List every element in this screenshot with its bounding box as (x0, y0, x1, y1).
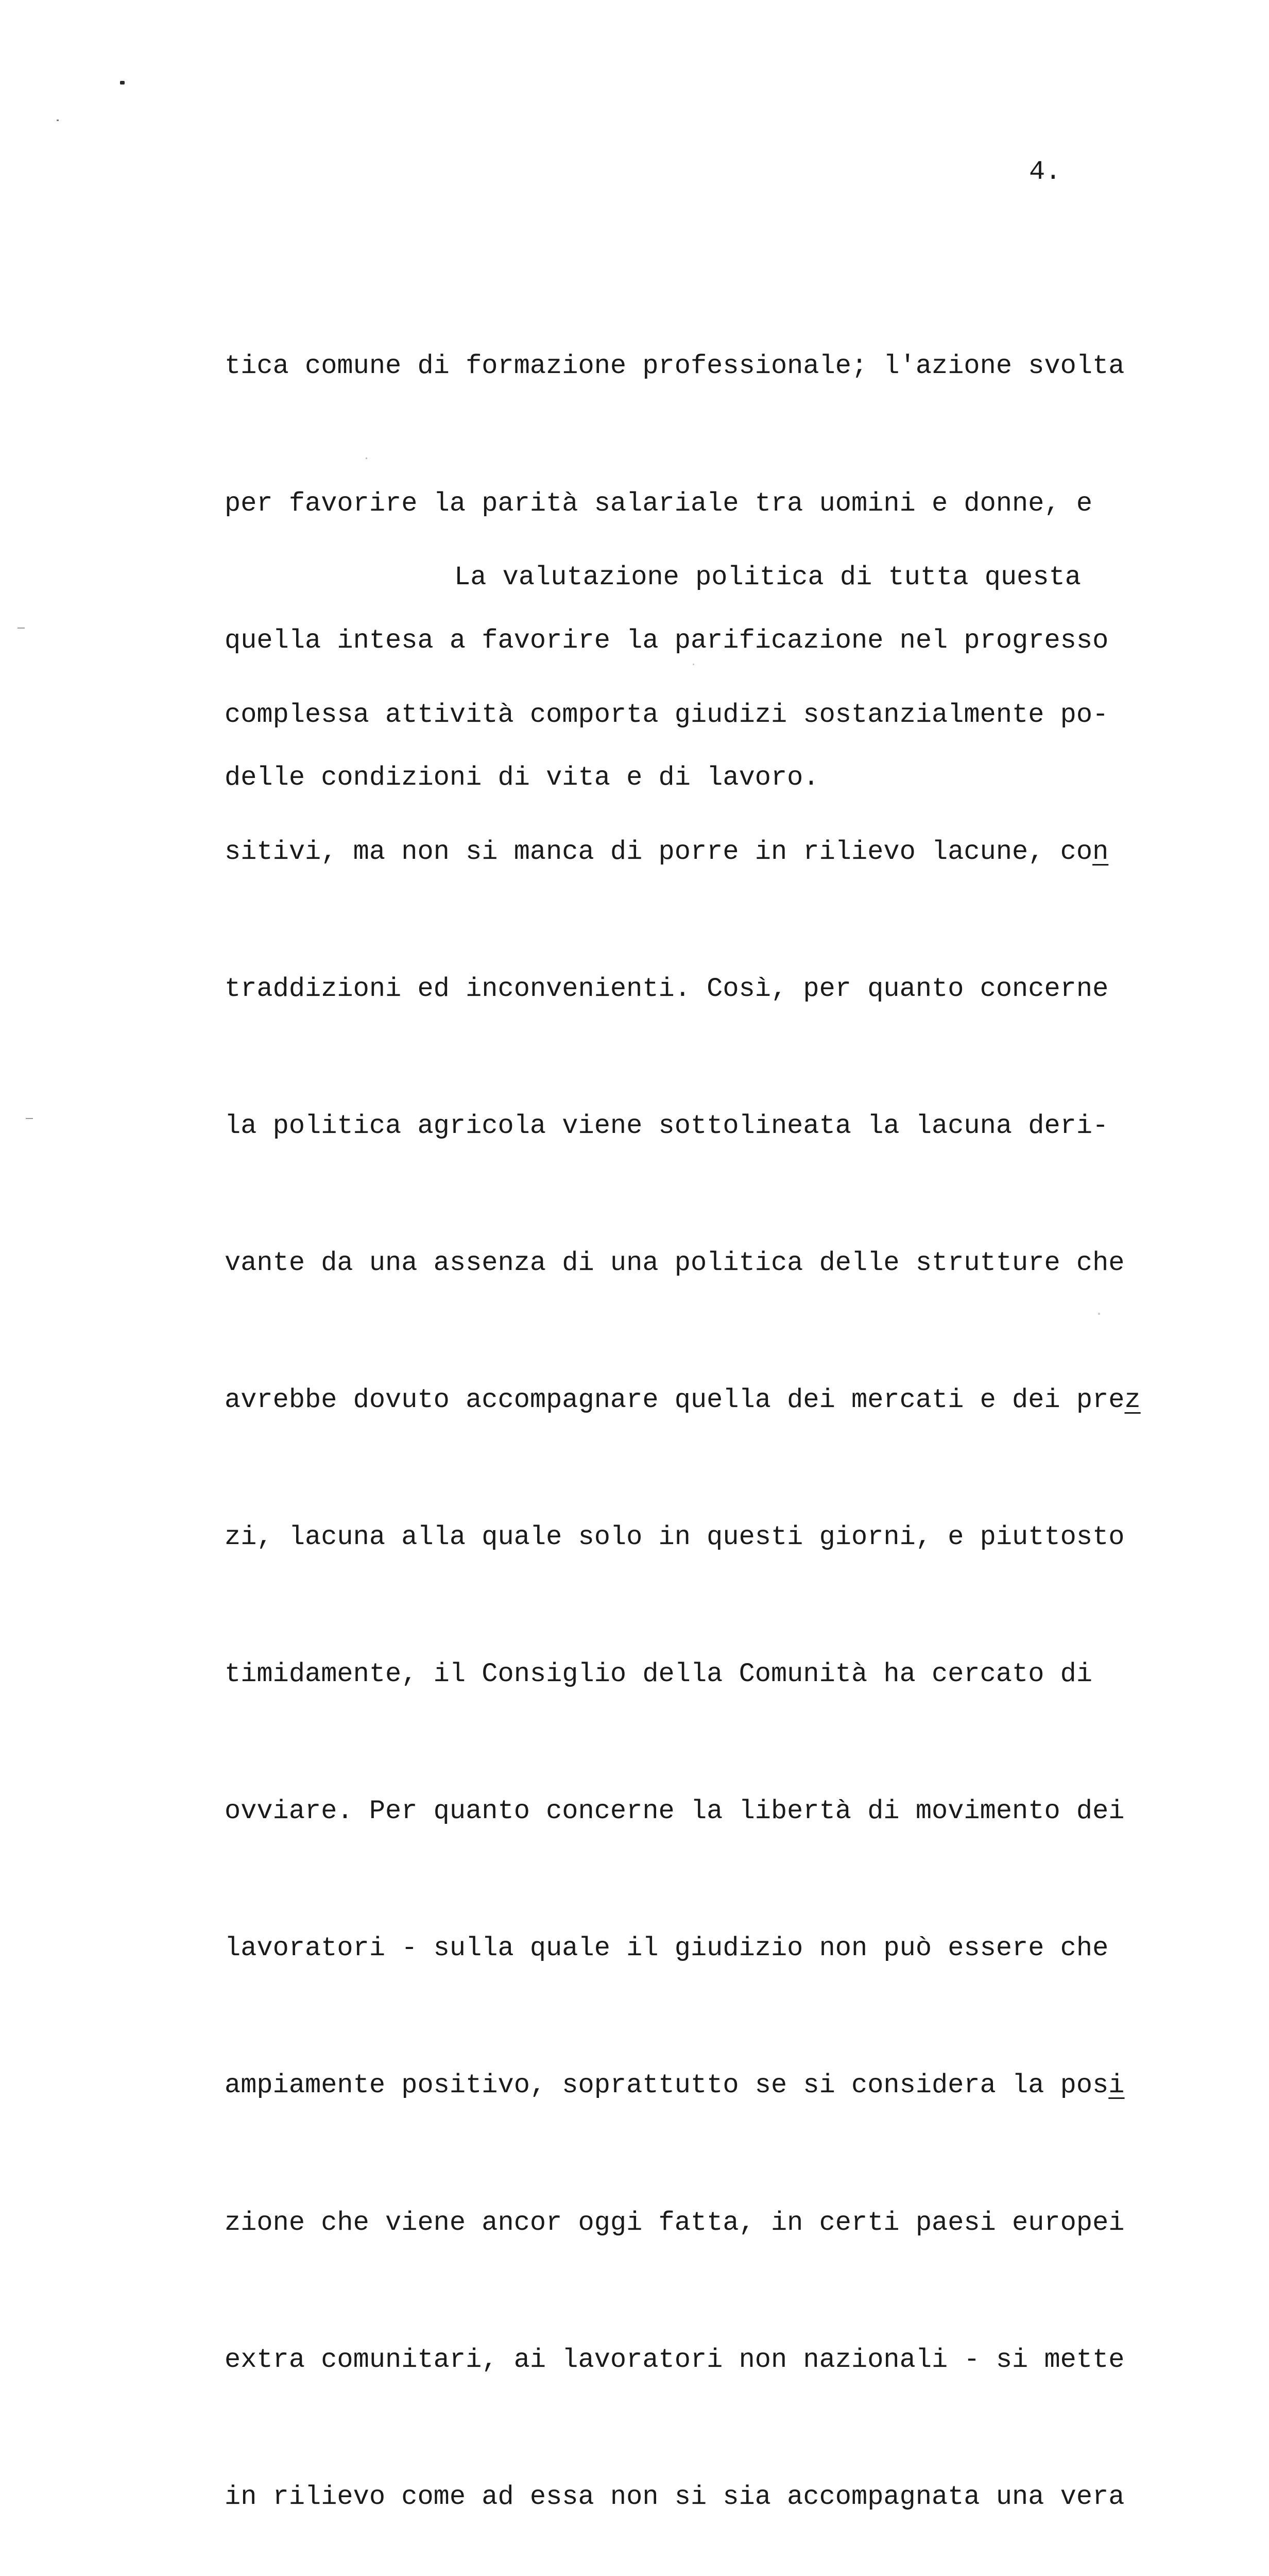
text-line: zi, lacuna alla quale solo in questi giorni, e piuttosto (225, 1522, 1125, 1553)
text-line (225, 2063, 1141, 2109)
text-line: complessa attività comporta giudizi sostanzialmente po- (225, 699, 1109, 730)
scan-artifact-mark (120, 81, 125, 84)
text-line: traddizioni ed inconvenienti. Così, per quanto concerne (225, 973, 1109, 1004)
text-line: per favorire la parità salariale tra uomini e donne, e (225, 488, 1093, 519)
text-line (225, 829, 1141, 875)
scan-artifact-mark (26, 1118, 33, 1119)
text-line: timidamente, il Consiglio della Comunità ha cercato di (225, 1659, 1093, 1690)
text-line (225, 1378, 1141, 1423)
page-number: 4. (1029, 157, 1061, 187)
text-line: quella intesa a favorire la parificazione nel progresso (225, 625, 1109, 656)
text-line: delle condizioni di vita e di lavoro. (225, 762, 819, 793)
text-line-content: La valutazione politica di tutta questa (454, 562, 1081, 593)
underlined-letter: n (1092, 836, 1109, 867)
underlined-letter: i (1108, 2070, 1125, 2101)
text-line (225, 555, 1141, 601)
paragraph-2 (225, 464, 1141, 2576)
text-line-content: ampiamente positivo, soprattutto se si considera la pos (225, 2070, 1109, 2101)
text-line-content: sitivi, ma non si manca di porre in rilievo lacune, co (225, 836, 1093, 867)
text-line: in rilievo come ad essa non si sia accompagnata una vera (225, 2481, 1125, 2512)
underlined-letter: z (1124, 1384, 1141, 1415)
text-line: tica comune di formazione professionale; l'azione svolta (225, 351, 1125, 382)
text-line: ovviare. Per quanto concerne la libertà di movimento dei (225, 1796, 1125, 1827)
text-line: vante da una assenza di una politica delle strutture che (225, 1247, 1125, 1278)
text-line-content: avrebbe dovuto accompagnare quella dei mercati e dei pre (225, 1384, 1125, 1415)
text-line: zione che viene ancor oggi fatta, in certi paesi europei (225, 2207, 1125, 2238)
scan-artifact-mark (18, 628, 25, 629)
scan-artifact-mark (57, 120, 59, 121)
text-line: lavoratori - sulla quale il giudizio non può essere che (225, 1933, 1109, 1964)
text-line: la politica agricola viene sottolineata la lacuna deri- (225, 1110, 1109, 1141)
text-line: extra comunitari, ai lavoratori non nazionali - si mette (225, 2344, 1125, 2375)
